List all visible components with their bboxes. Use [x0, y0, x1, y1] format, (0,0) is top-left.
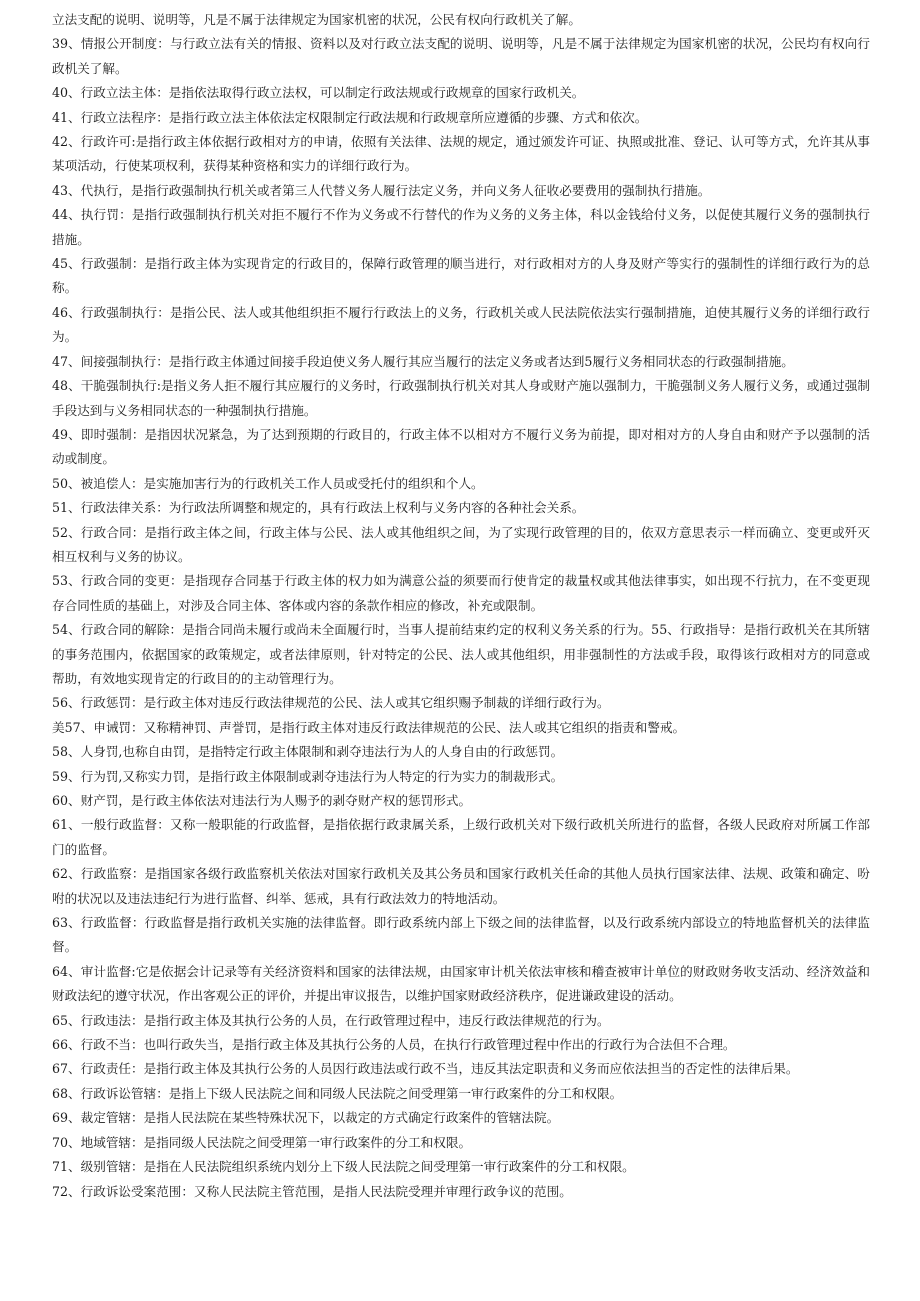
item-term: 被追偿人 [80, 475, 131, 491]
item-text: 管辖：是指人民法院在某些特殊状况下，以裁定的方式确定行政案件的管辖法院。 [105, 1110, 560, 1126]
paragraph-item-56 [52, 691, 870, 715]
item-text: ：是指现存合同基于行政主体的权力如为满意公益的须要而行使肯定的裁量权或其他法律事实，如出现不行抗力，在不变更现存合同性质的基础上，对涉及合同主体、客体或内容的条款作相应的修改，补充或限制。 [52, 573, 870, 613]
item-text: ：是指国家各级行政监察机关依法对国家行政机关及其公务员和国家行政机关任命的其他人员执行国家法律、法规、政策和确定、吩咐的状况以及违法违纪行为进行监督、纠举、惩戒，具有行政法效力的特地活动。 [52, 866, 870, 906]
item-number: 43、 [52, 182, 81, 198]
item-term: 间接强制执行 [80, 353, 157, 369]
item-term: 行政合同的解除 [80, 622, 170, 638]
item-text: ：又称精神罚、声誉罚，是指行政主体对违反行政法律规范的公民、法人或其它组织的指责和警戒。 [131, 719, 686, 735]
item-number: 42、 [52, 134, 81, 150]
paragraph-item-44 [52, 203, 870, 252]
paragraph-item-48 [52, 374, 870, 423]
item-number: 58、 [52, 744, 81, 760]
paragraph-item-71 [52, 1155, 870, 1179]
item-text: ：是实施加害行为的行政机关工作人员或受托付的组织和个人。 [131, 475, 484, 491]
item-number: 40、 [52, 85, 81, 101]
item-number: 48、 [52, 378, 81, 394]
item-text: 立法支配的说明、说明等，凡是不属于法律规定为国家机密的状况，公民有权向行政机关了解。 [52, 12, 581, 27]
item-text: ：是指行政主体为实现肯定的行政目的，保障行政管理的顺当进行，对行政相对方的人身及财产等实行的强制性的详细行政行为的总称。 [52, 256, 870, 296]
item-term: 一般行政监督 [80, 817, 158, 833]
item-text: ,又称实力罚，是指行政主体限制或剥夺违法行为人特定的行为实力的制裁形式。 [118, 768, 564, 784]
item-term: 行政监督 [80, 915, 132, 931]
item-text: ：为行政法所调整和规定的，具有行政法上权利与义务内容的各种社会关系。 [156, 500, 585, 516]
paragraph-item-54 [52, 618, 870, 691]
item-term: 裁定 [80, 1110, 106, 1126]
item-text: ，是指行政强制执行机关或者第三人代替义务人履行法定义务，并向义务人征收必要费用的强制执行措施。 [118, 182, 711, 198]
item-text: ：也叫行政失当，是指行政主体及其执行公务的人员，在执行行政管理过程中作出的行政行为合法但不合理。 [131, 1037, 736, 1053]
item-number: 47、 [52, 353, 81, 369]
paragraph-item-64 [52, 960, 870, 1009]
item-number: 46、 [52, 304, 81, 320]
paragraph-item-58 [52, 740, 870, 764]
paragraph-item-59 [52, 765, 870, 789]
item-text: ：是行政主体对违反行政法律规范的公民、法人或其它组织赐予制裁的详细行政行为。 [131, 695, 610, 711]
paragraph-item-50 [52, 472, 870, 496]
item-number: 63、 [52, 915, 81, 931]
item-text: ：又称一般职能的行政监督，是指依据行政隶属关系，上级行政机关对下级行政机关所进行的监督，各级人民政府对所属工作部门的监督。 [52, 817, 871, 857]
item-number: 69、 [52, 1110, 81, 1126]
item-text: ：是指依法取得行政立法权，可以制定行政法规或行政规章的国家行政机关。 [156, 85, 585, 101]
item-number: 59、 [52, 768, 81, 784]
paragraph-item-62 [52, 862, 870, 911]
item-text: 行政合同：是指行政主体之间，行政主体与公民、法人或其他组织之间，为了实现行政管理的目的，依双方意思表示一样而确立、变更或歼灭相互权利与义务的协议。 [52, 524, 870, 564]
item-number: 45、 [52, 256, 81, 272]
item-term: 即时强制 [80, 426, 132, 442]
paragraph-item-53 [52, 569, 870, 618]
paragraph-item-65 [52, 1009, 870, 1033]
item-term: 行为罚 [80, 768, 119, 784]
item-number: 50、 [52, 475, 81, 491]
item-number: 71、 [52, 1159, 81, 1175]
paragraph-continuation [52, 8, 870, 32]
paragraph-item-68 [52, 1082, 870, 1106]
item-term: 干脆强制执行 [80, 378, 157, 394]
item-term: 行政监察 [80, 866, 132, 882]
paragraph-item-40 [52, 81, 870, 105]
item-number: 70、 [52, 1134, 81, 1150]
item-term: 行政不当 [80, 1037, 131, 1053]
item-number: 67、 [52, 1061, 81, 1077]
paragraph-item-51 [52, 496, 870, 520]
item-number: 51、 [52, 500, 81, 516]
item-term: 行政违法 [80, 1012, 131, 1028]
item-text: :它是依据会计记录等有关经济资料和国家的法律法规，由国家审计机关依法审核和稽查被审计单位的财政财务收支活动、经济效益和财政法纪的遵守状况，作出客观公正的评价，并提出审议报告，以维护国家财政经济秩序，促进谦政建设的活动。 [52, 963, 871, 1004]
paragraph-item-42 [52, 130, 870, 179]
item-text: ：是指公民、法人或其他组织拒不履行行政法上的义务，行政机关或人民法院依法实行强制措施，迫使其履行义务的详细行政行为。 [52, 304, 871, 345]
item-term: 行政法律关系 [80, 500, 157, 516]
item-text: ：是指同级人民法院之间受理第一审行政案件的分工和权限。 [131, 1134, 472, 1150]
paragraph-item-70 [52, 1131, 870, 1155]
item-number: 61、 [52, 817, 81, 833]
paragraph-item-61 [52, 813, 870, 862]
paragraph-item-69 [52, 1106, 870, 1130]
item-text: ：是指行政主体通过间接手段迫使义务人履行其应当履行的法定义务或者达到5履行义务相同状态的行政强制措施。 [156, 353, 794, 369]
paragraph-item-43 [52, 179, 870, 203]
item-term: 行政许可 [80, 134, 132, 150]
item-term: 代执行 [80, 182, 119, 198]
paragraph-item-60 [52, 789, 870, 813]
item-number: 64、 [52, 963, 81, 979]
item-text: ：是指行政强制执行机关对拒不履行不作为义务或不行替代的作为义务的义务主体，科以金钱给付义务，以促使其履行义务的强制执行措施。 [52, 207, 871, 247]
item-number: 52、 [52, 524, 81, 540]
item-term: 行政诉讼管辖 [80, 1085, 157, 1101]
item-text: ：是指合同尚未履行或尚未全面履行时，当事人提前结束约定的权利义务关系的行为。55、行政指导：是指行政机关在其所辖的事务范围内，依据国家的政策规定，或者法律原则，针对特定的公民、法人或其他组织，用非强制性的方法或手段，取得该行政相对方的同意或帮助，有效地实现肯定的行政目的的主动管理行为。 [52, 622, 871, 686]
item-text: ,也称自由罚，是指特定行政主体限制和剥夺违法行为人的人身自由的行政惩罚。 [118, 744, 564, 760]
item-term: 行政强制 [80, 256, 132, 272]
item-text: ：是指上下级人民法院之间和同级人民法院之间受理第一审行政案件的分工和权限。 [156, 1085, 623, 1101]
item-term: 审计监督 [80, 963, 132, 979]
item-term: 行政强制执行 [80, 304, 158, 320]
paragraph-item-49 [52, 423, 870, 472]
item-term: 人身罚 [80, 744, 119, 760]
item-number: 60、 [52, 793, 81, 808]
item-term: 行政惩罚 [80, 695, 131, 711]
item-text: 财产罚，是行政主体依法对违法行为人赐予的剥夺财产权的惩罚形式。 [80, 793, 472, 808]
paragraph-item-52 [52, 521, 870, 570]
item-term: 执行罚 [80, 207, 120, 223]
item-text: ：又称人民法院主管范围，是指人民法院受理并审理行政争议的范围。 [181, 1183, 572, 1199]
paragraph-item-39 [52, 32, 870, 81]
item-number: 44、 [52, 207, 81, 223]
item-number: 41、 [52, 109, 81, 125]
item-number: 49、 [52, 426, 81, 442]
paragraph-item-41 [52, 106, 870, 130]
item-number: 56、 [52, 695, 81, 711]
item-term: 地域管辖 [80, 1134, 131, 1150]
item-term: 申诫罚 [93, 719, 131, 735]
item-text: 情报公开制度：与行政立法有关的情报、资料以及对行政立法支配的说明、说明等，凡是不属于法律规定为国家机密的状况，公民均有权向行政机关了解。 [52, 36, 870, 76]
item-term: 行政立法主体 [80, 85, 157, 101]
item-number: 68、 [52, 1085, 81, 1101]
item-text: :是指行政主体依据行政相对方的申请，依照有关法律、法规的规定，通过颁发许可证、执照或批准、登记、认可等方式，允许其从事某项活动，行使某项权利，获得某种资格和实力的详细行政行为。 [52, 134, 871, 174]
item-term: 行政责任 [80, 1061, 131, 1077]
paragraph-item-66 [52, 1033, 870, 1057]
item-text: ：是指行政立法主体依法定权限制定行政法规和行政规章所应遵循的步骤、方式和依次。 [156, 109, 648, 125]
item-text: ：是指在人民法院组织系统内划分上下级人民法院之间受理第一审行政案件的分工和权限。 [131, 1159, 635, 1175]
item-number: 54、 [52, 622, 81, 638]
paragraph-item-45 [52, 252, 870, 301]
paragraph-item-47 [52, 350, 870, 374]
paragraph-item-46 [52, 301, 870, 350]
paragraph-item-72 [52, 1180, 870, 1204]
item-term: 行政诉讼受案范围 [80, 1183, 182, 1199]
item-text: ：是指行政主体及其执行公务的人员因行政违法或行政不当，违反其法定职责和义务而应依法担当的否定性的法律后果。 [131, 1061, 799, 1077]
paragraph-item-63 [52, 911, 870, 960]
item-number: 66、 [52, 1037, 81, 1053]
item-text: ：行政监督是指行政机关实施的法律监督。即行政系统内部上下级之间的法律监督，以及行政系统内部设立的特地监督机关的法律监督。 [52, 915, 870, 955]
item-number: 65、 [52, 1012, 81, 1028]
item-term: 行政合同的变更 [80, 573, 170, 589]
item-number: 39、 [52, 36, 81, 52]
item-text: ：是指行政主体及其执行公务的人员，在行政管理过程中，违反行政法律规范的行为。 [131, 1012, 610, 1028]
paragraph-item-67 [52, 1057, 870, 1081]
item-text: :是指义务人拒不履行其应履行的义务时，行政强制执行机关对其人身或财产施以强制力，干脆强制义务人履行义务，或通过强制手段达到与义务相同状态的一种强制执行措施。 [52, 378, 871, 418]
item-number: 62、 [52, 866, 81, 882]
item-number: 53、 [52, 573, 81, 589]
item-number: 72、 [52, 1183, 81, 1199]
paragraph-item-57 [52, 716, 870, 740]
item-term: 行政立法程序 [80, 109, 157, 125]
item-term: 级别管辖 [80, 1159, 131, 1175]
item-number: 美57、 [52, 719, 94, 735]
item-text: ：是指因状况紧急，为了达到预期的行政目的，行政主体不以相对方不履行义务为前提，即对相对方的人身自由和财产予以强制的活动或制度。 [52, 426, 870, 467]
